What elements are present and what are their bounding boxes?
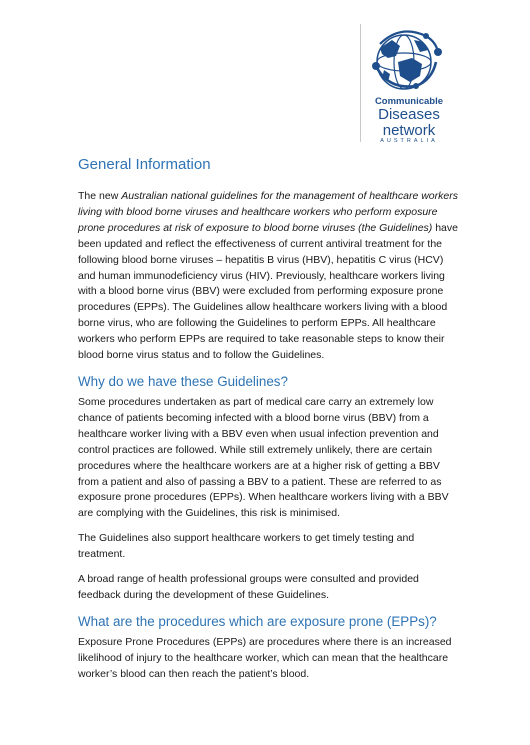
cdna-logo bbox=[360, 24, 450, 146]
paragraph-why-1: Some procedures undertaken as part of medical care carry an extremely low chance of patients becoming infected with a blood borne virus (BBV) from a healthcare worker living with a BBV even when usual infection prevention and control practices are followed. While still extremely unlikely, there are certain procedures where the healthcare workers are at a higher risk of getting a BBV from a patient and also of passing a BBV to a patient. These are referred to as exposure prone procedures (EPPs). When healthcare workers living with a BBV are complying with the Guidelines, this risk is minimised. bbox=[78, 395, 449, 520]
logo-text-diseases: Diseases bbox=[378, 106, 440, 123]
paragraph-general-information bbox=[78, 189, 460, 364]
heading-what-are-epps: What are the procedures which are exposure prone (EPPs)? bbox=[78, 613, 437, 629]
paragraph-why-2: The Guidelines also support healthcare workers to get timely testing and treatment. bbox=[78, 532, 415, 561]
heading-general-information: General Information bbox=[78, 156, 211, 173]
heading-why-guidelines: Why do we have these Guidelines? bbox=[78, 373, 288, 389]
logo-text-australia: AUSTRALIA bbox=[380, 138, 438, 144]
logo-divider bbox=[360, 24, 361, 142]
general-body-text: have been updated and reflect the effectiveness of current antiviral treatment for the following blood borne viruses – hepatitis B virus (HBV), hepatitis C virus (HCV) and human immunodeficiency virus (HIV). Previously, healthcare workers living with a blood borne virus (BBV) were excluded from performing exposure prone procedures (EPPs). The Guidelines allow healthcare workers living with a blood borne virus, who are following the Guidelines to perform EPPs. All healthcare workers who perform EPPs are required to take reasonable steps to know their blood borne virus status and to follow the Guidelines. bbox=[78, 221, 458, 362]
document-body bbox=[78, 156, 460, 692]
paragraph-epps-1: Exposure Prone Procedures (EPPs) are procedures where there is an increased likelihood of injury to the healthcare worker, which can mean that the healthcare worker’s blood can then reach the patient’s blood. bbox=[78, 635, 452, 680]
paragraph-why-3: A broad range of health professional groups were consulted and provided feedback during the development of these Guidelines. bbox=[78, 573, 419, 601]
guidelines-title-italic: Australian national guidelines for the management of healthcare workers living with blood borne viruses and healthcare workers who perform exposure prone procedures at risk of exposure to blood borne viruses (the Guidelines) bbox=[78, 190, 458, 234]
general-intro-text: The new bbox=[78, 190, 122, 202]
logo-text-network: network bbox=[382, 122, 436, 139]
globe-emblem-icon bbox=[370, 26, 442, 96]
logo-text-communicable: Communicable bbox=[374, 96, 444, 107]
